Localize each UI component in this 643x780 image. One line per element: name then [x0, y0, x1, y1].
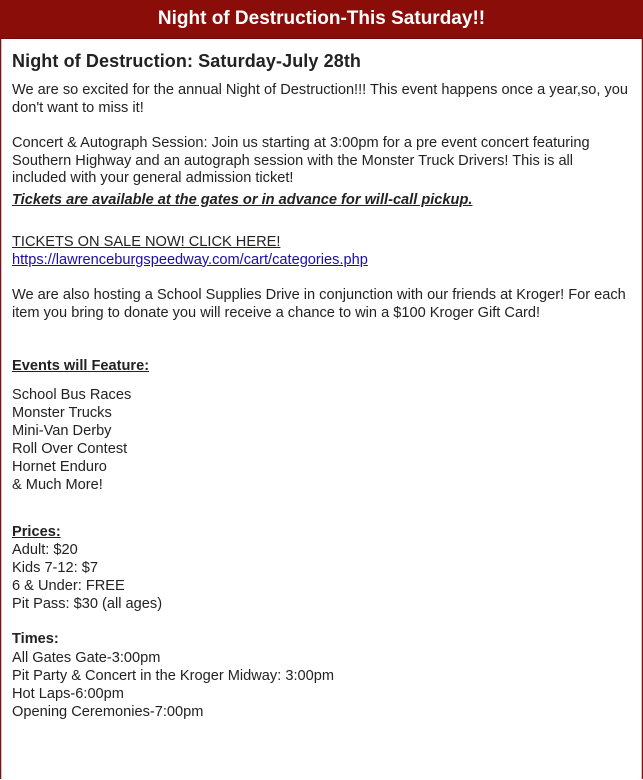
tickets-url-link[interactable]: https://lawrenceburgspeedway.com/cart/categories.php: [12, 251, 368, 268]
events-heading: Events will Feature:: [12, 358, 150, 374]
prices-list: [12, 541, 631, 613]
banner-title: Night of Destruction-This Saturday!!: [1, 1, 642, 39]
intro-paragraph: We are so excited for the annual Night of Destruction!!! This event happens once a year,so, you don't want to miss it!: [12, 82, 629, 116]
tickets-cta-link[interactable]: TICKETS ON SALE NOW! CLICK HERE!: [12, 234, 281, 250]
list-item: Hot Laps-6:00pm: [12, 685, 124, 702]
list-item: Monster Trucks: [12, 404, 112, 421]
list-item: Mini-Van Derby: [12, 422, 112, 439]
list-item: Pit Pass: $30 (all ages): [12, 596, 163, 612]
list-item: Roll Over Contest: [12, 440, 128, 457]
list-item: Opening Ceremonies-7:00pm: [12, 703, 204, 720]
list-item: School Bus Races: [12, 386, 132, 403]
list-item: Hornet Enduro: [12, 458, 107, 475]
school-drive-paragraph: We are also hosting a School Supplies Drive in conjunction with our friends at Kroger! For each item you bring to donate you will receive a chance to win a $100 Kroger Gift Card!: [12, 287, 626, 321]
article-heading: Night of Destruction: Saturday-July 28th: [12, 51, 362, 71]
list-item: 6 & Under: FREE: [12, 578, 125, 594]
events-list: [12, 386, 631, 494]
list-item: Pit Party & Concert in the Kroger Midway: 3:00pm: [12, 667, 335, 684]
times-heading: Times:: [12, 631, 59, 647]
concert-paragraph: Concert & Autograph Session: Join us starting at 3:00pm for a pre event concert featuring Southern Highway and an autograph session with the Monster Truck Drivers! This is all included with your general admission ticket!: [12, 135, 590, 186]
list-item: Kids 7-12: $7: [12, 560, 98, 576]
list-item: & Much More!: [12, 476, 103, 493]
list-item: All Gates Gate-3:00pm: [12, 649, 161, 666]
prices-heading: Prices:: [12, 523, 61, 540]
article-body: [1, 39, 642, 779]
tickets-note: Tickets are available at the gates or in advance for will-call pickup.: [12, 191, 473, 208]
times-list: [12, 649, 631, 721]
list-item: Adult: $20: [12, 542, 78, 558]
